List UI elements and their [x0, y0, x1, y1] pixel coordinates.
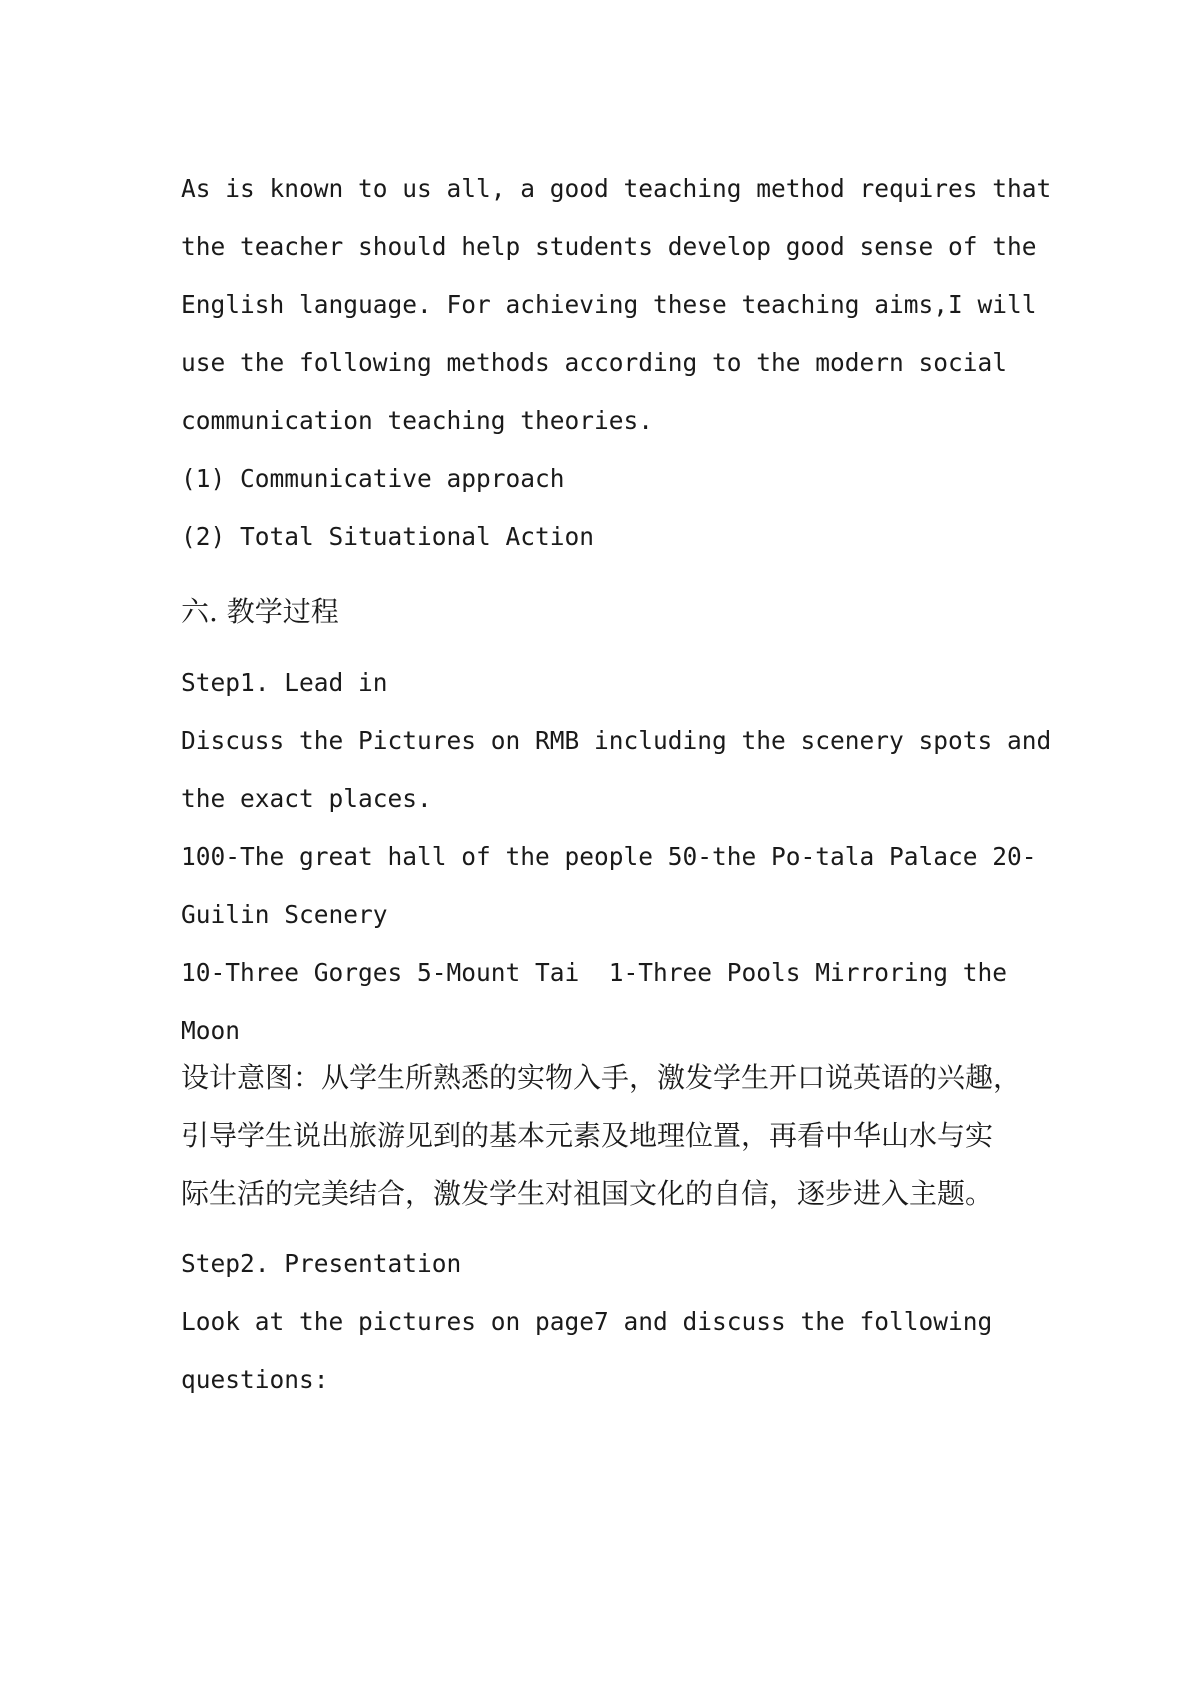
rmb-list-line-1: 100-The great hall of the people 50-the Po-tala Palace 20- [181, 842, 1037, 871]
method-item-2: (2) Total Situational Action [181, 522, 595, 551]
design-intent-line-3: 际生活的完美结合，激发学生对祖国文化的自信，逐步进入主题。 [181, 1177, 994, 1210]
step2-heading: Step2. Presentation [181, 1249, 462, 1278]
design-intent-line-1: 设计意图：从学生所熟悉的实物入手，激发学生开口说英语的兴趣， [181, 1061, 1022, 1094]
step2-text-line-1: Look at the pictures on page7 and discuss the following [181, 1307, 993, 1336]
paragraph-methods-line-4: use the following methods according to the modern social [181, 348, 1008, 377]
rmb-list-line-3: 10-Three Gorges 5-Mount Tai 1-Three Pools Mirroring the [181, 958, 1008, 987]
rmb-list-line-4: Moon [181, 1016, 241, 1045]
paragraph-methods-line-1: As is known to us all, a good teaching method requires that [181, 174, 1052, 203]
step2-text-line-2: questions: [181, 1365, 329, 1394]
method-item-1: (1) Communicative approach [181, 464, 565, 493]
paragraph-methods-line-2: the teacher should help students develop good sense of the [181, 232, 1037, 261]
step1-text-line-2: the exact places. [181, 784, 432, 813]
paragraph-methods-line-5: communication teaching theories. [181, 406, 654, 435]
step1-text-line-1: Discuss the Pictures on RMB including the scenery spots and [181, 726, 1052, 755]
design-intent-line-2: 引导学生说出旅游见到的基本元素及地理位置，再看中华山水与实 [181, 1119, 994, 1152]
rmb-list-line-2: Guilin Scenery [181, 900, 388, 929]
section-heading-teaching-process: 六. 教学过程 [181, 595, 339, 628]
step1-heading: Step1. Lead in [181, 668, 388, 697]
paragraph-methods-line-3: English language. For achieving these teaching aims,I will [181, 290, 1037, 319]
